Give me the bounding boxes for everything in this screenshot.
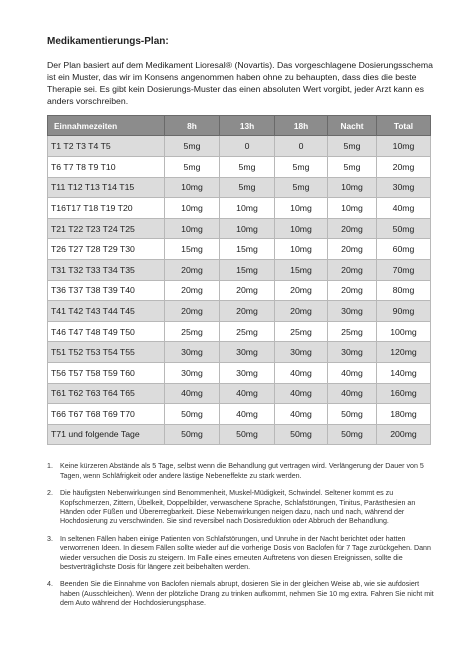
dose-cell: 50mg [165, 404, 220, 425]
intro-paragraph: Der Plan basiert auf dem Medikament Lioresal® (Novartis). Das vorgeschlagene Dosierungsschema ist ein Muster, das wir im Konsens angenommen haben ohne zu behaupten, dass dies die beste Therapie sei. Es gibt kein Dosierungs-Muster das einen absoluten Wert vorgibt, jeder Arzt kann es anders vorschreiben. [47, 60, 433, 107]
intake-days-cell: T71 und folgende Tage [48, 424, 165, 445]
dose-cell: 5mg [275, 156, 328, 177]
table-row [48, 198, 431, 219]
column-header: 8h [165, 116, 220, 136]
column-header: Nacht [328, 116, 377, 136]
dose-cell: 200mg [377, 424, 431, 445]
dose-cell: 10mg [275, 218, 328, 239]
footnote-item [47, 580, 435, 608]
dose-cell: 50mg [328, 424, 377, 445]
intake-days-cell: T61 T62 T63 T64 T65 [48, 383, 165, 404]
dose-cell: 100mg [377, 321, 431, 342]
dose-cell: 10mg [275, 198, 328, 219]
footnote-number: 1. [47, 462, 53, 471]
footnote-number: 3. [47, 534, 53, 543]
dose-cell: 160mg [377, 383, 431, 404]
dose-cell: 80mg [377, 280, 431, 301]
dose-cell: 120mg [377, 342, 431, 363]
footnote-item [47, 535, 435, 573]
table-header-row [48, 116, 431, 136]
column-header: Einnahmezeiten [48, 116, 165, 136]
intake-days-cell: T66 T67 T68 T69 T70 [48, 404, 165, 425]
table-row [48, 177, 431, 198]
dose-cell: 40mg [275, 383, 328, 404]
dose-cell: 20mg [275, 301, 328, 322]
dose-cell: 20mg [328, 218, 377, 239]
column-header: Total [377, 116, 431, 136]
table-row [48, 301, 431, 322]
intake-days-cell: T36 T37 T38 T39 T40 [48, 280, 165, 301]
dose-cell: 0 [220, 136, 275, 157]
dose-cell: 15mg [220, 239, 275, 260]
dose-cell: 180mg [377, 404, 431, 425]
page-title: Medikamentierungs-Plan: [47, 36, 169, 47]
dose-cell: 15mg [220, 259, 275, 280]
dose-cell: 10mg [165, 218, 220, 239]
dose-cell: 30mg [328, 342, 377, 363]
column-header: 18h [275, 116, 328, 136]
footnote-text: Die häufigsten Nebenwirkungen sind Benommenheit, Muskel-Müdigkeit, Schwindel. Seltener kommt es zu Kopfschmerzen, Zittern, Übelkeit, Doppelbilder, verwaschene Sprache, Schlafstörungen, Tinitus, Parästhesien an Händen oder Füßen und Übererregbarkeit. Diese Nebenwirkungen neigen dazu, nach und nach, während der Hochdosierung zu verschwinden. Sie sind reversibel nach Dosisreduktion oder Abbruch der Behandlung. [60, 489, 416, 526]
dose-cell: 20mg [328, 239, 377, 260]
intake-days-cell: T21 T22 T23 T24 T25 [48, 218, 165, 239]
footnote-text: In seltenen Fällen haben einige Patienten von Schlafstörungen, und Unruhe in der Nacht berichtet oder hatten verworrenen Ideen. In diesem Fällen sollte wieder auf die vorherige Dosis von Baclofen für 7 Tage zurückgehen. Dann wieder versuchen die Dosis zu steigern. Im Falle eines erneuten Auftretens von diesen Ereignissen, sollte die bestverträglichste Dosis für längere zeit beibehalten werden. [60, 534, 431, 571]
dose-cell: 40mg [377, 198, 431, 219]
footnotes-list [47, 462, 435, 608]
dose-cell: 50mg [275, 424, 328, 445]
dose-cell: 140mg [377, 362, 431, 383]
dose-cell: 40mg [275, 362, 328, 383]
dose-cell: 60mg [377, 239, 431, 260]
dose-cell: 10mg [220, 198, 275, 219]
dose-cell: 20mg [377, 156, 431, 177]
dose-cell: 5mg [165, 136, 220, 157]
footnote-text: Keine kürzeren Abstände als 5 Tage, selbst wenn die Behandlung gut vertragen wird. Verlängerung der Dauer von 5 Tagen, wenn Schläfrigkeit oder andere lästige Nebeneffekte zu stark werden. [60, 462, 424, 480]
dose-cell: 5mg [275, 177, 328, 198]
dose-cell: 40mg [220, 383, 275, 404]
intake-days-cell: T56 T57 T58 T59 T60 [48, 362, 165, 383]
dose-cell: 20mg [275, 280, 328, 301]
dose-cell: 10mg [328, 198, 377, 219]
dose-cell: 70mg [377, 259, 431, 280]
dose-cell: 25mg [165, 321, 220, 342]
dose-cell: 20mg [328, 280, 377, 301]
dose-cell: 10mg [328, 177, 377, 198]
dose-cell: 30mg [275, 342, 328, 363]
dose-cell: 30mg [377, 177, 431, 198]
table-row [48, 259, 431, 280]
dose-cell: 40mg [220, 404, 275, 425]
dose-cell: 40mg [328, 383, 377, 404]
table-row [48, 404, 431, 425]
dose-cell: 25mg [275, 321, 328, 342]
dose-cell: 40mg [165, 383, 220, 404]
table-row [48, 239, 431, 260]
intake-days-cell: T26 T27 T28 T29 T30 [48, 239, 165, 260]
dose-cell: 30mg [165, 342, 220, 363]
column-header: 13h [220, 116, 275, 136]
footnote-item [47, 462, 435, 481]
footnote-number: 4. [47, 580, 53, 589]
table-row [48, 218, 431, 239]
table-row [48, 383, 431, 404]
dose-cell: 5mg [328, 156, 377, 177]
dose-cell: 30mg [328, 301, 377, 322]
dose-cell: 20mg [220, 280, 275, 301]
dose-cell: 5mg [328, 136, 377, 157]
footnote-text: Beenden Sie die Einnahme von Baclofen niemals abrupt, dosieren Sie in der gleichen Weise ab, wie sie aufdosiert haben (Ausschleichen). Wenn der plötzliche Drang zu trinken aufkommt, nehmen Sie 10 mg extra. Fahren Sie nicht mit dem Auto während der Hochdosierungsphase. [60, 580, 434, 608]
table-row [48, 156, 431, 177]
dose-cell: 20mg [220, 301, 275, 322]
intake-days-cell: T51 T52 T53 T54 T55 [48, 342, 165, 363]
dose-cell: 10mg [220, 218, 275, 239]
dose-cell: 40mg [275, 404, 328, 425]
dose-cell: 25mg [220, 321, 275, 342]
table-row [48, 136, 431, 157]
dose-cell: 30mg [220, 362, 275, 383]
table-row [48, 424, 431, 445]
intake-days-cell: T41 T42 T43 T44 T45 [48, 301, 165, 322]
intake-days-cell: T1 T2 T3 T4 T5 [48, 136, 165, 157]
intake-days-cell: T46 T47 T48 T49 T50 [48, 321, 165, 342]
dose-cell: 30mg [220, 342, 275, 363]
intake-days-cell: T31 T32 T33 T34 T35 [48, 259, 165, 280]
dose-cell: 30mg [165, 362, 220, 383]
dose-cell: 10mg [377, 136, 431, 157]
dose-cell: 50mg [165, 424, 220, 445]
dose-cell: 50mg [328, 404, 377, 425]
dose-cell: 20mg [328, 259, 377, 280]
dose-cell: 50mg [377, 218, 431, 239]
dosage-table [47, 115, 431, 445]
intake-days-cell: T6 T7 T8 T9 T10 [48, 156, 165, 177]
footnote-number: 2. [47, 489, 53, 498]
dose-cell: 90mg [377, 301, 431, 322]
dose-cell: 40mg [328, 362, 377, 383]
table-row [48, 280, 431, 301]
dose-cell: 5mg [220, 156, 275, 177]
intake-days-cell: T16T17 T18 T19 T20 [48, 198, 165, 219]
table-row [48, 321, 431, 342]
dose-cell: 15mg [275, 259, 328, 280]
dose-cell: 15mg [165, 239, 220, 260]
document-page [47, 36, 435, 617]
dose-cell: 25mg [328, 321, 377, 342]
dose-cell: 10mg [165, 198, 220, 219]
table-row [48, 342, 431, 363]
dose-cell: 10mg [275, 239, 328, 260]
dose-cell: 5mg [165, 156, 220, 177]
dose-cell: 20mg [165, 259, 220, 280]
table-row [48, 362, 431, 383]
dose-cell: 20mg [165, 301, 220, 322]
dose-cell: 50mg [220, 424, 275, 445]
dose-cell: 5mg [220, 177, 275, 198]
dose-cell: 10mg [165, 177, 220, 198]
dose-cell: 0 [275, 136, 328, 157]
intake-days-cell: T11 T12 T13 T14 T15 [48, 177, 165, 198]
dose-cell: 20mg [165, 280, 220, 301]
footnote-item [47, 489, 435, 527]
